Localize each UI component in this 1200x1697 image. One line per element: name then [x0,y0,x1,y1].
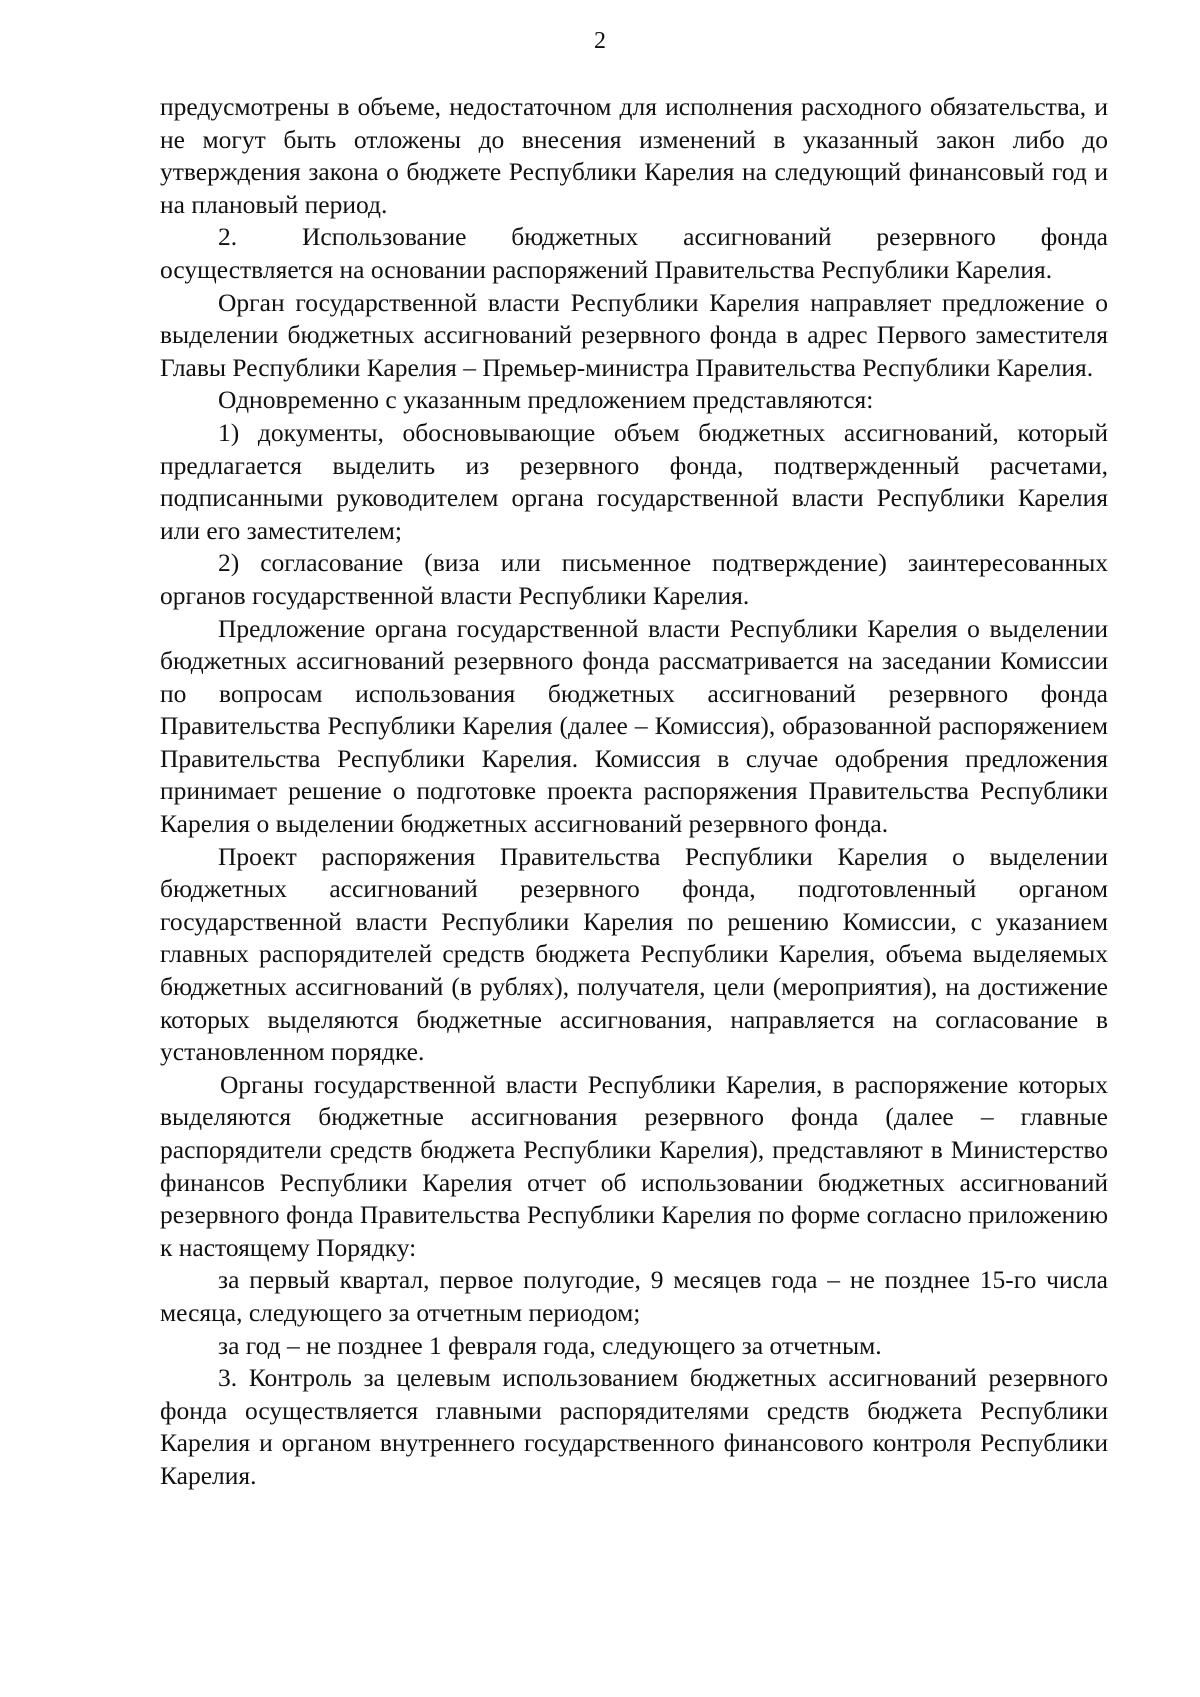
paragraph-report: Органы государственной власти Республики Карелия, в распоряжение которых выделяются бюджетные ассигнования резервного фонда (далее – главные распорядители средств бюджета Республики Карелия), представляют в Министерство финансов Республики Карелия отчет об использовании бюджетных ассигнований резервного фонда Правительства Республики Карелия по форме согласно приложению к настоящему Порядку: [160,1069,1108,1262]
paragraph-item-3: 3. Контроль за целевым использованием бюджетных ассигнований резервного фонда осуществляется главными распорядителями средств бюджета Республики Карелия и органом внутреннего государственного финансового контроля Республики Карелия. [160,1363,1108,1490]
page-number: 2 [594,28,606,54]
paragraph-continuation: предусмотрены в объеме, недостаточном для исполнения расходного обязательства, и не могут быть отложены до внесения изменений в указанный закон либо до утверждения закона о бюджете Республики Карелия на следующий финансовый год и на плановый период. [160,92,1108,219]
paragraph-deadline-quarterly: за первый квартал, первое полугодие, 9 месяцев года – не позднее 15-го числа месяца, следующего за отчетным периодом; [160,1265,1108,1327]
document-body [160,91,1108,1493]
paragraph-deadline-annual: за год – не позднее 1 февраля года, следующего за отчетным. [218,1330,882,1360]
paragraph-draft-order: Проект распоряжения Правительства Республики Карелия о выделении бюджетных ассигнований резервного фонда, подготовленный органом государственной власти Республики Карелия по решению Комиссии, с указанием главных распорядителей средств бюджета Республики Карелия, объема выделяемых бюджетных ассигнований (в рублях), получателя, цели (мероприятия), на достижение которых выделяются бюджетные ассигнования, направляется на согласование в установленном порядке. [160,841,1108,1067]
item-text: Использование бюджетных ассигнований резервного фонда осуществляется на основании распоряжений Правительства Республики Карелия. [160,222,1108,284]
paragraph-documents-intro: Одновременно с указанным предложением представляются: [218,385,874,415]
list-item-2: 2) согласование (виза или письменное подтверждение) заинтересованных органов государственной власти Республики Карелия. [160,548,1108,610]
item-number: 2. [218,222,238,252]
list-item-1: 1) документы, обосновывающие объем бюджетных ассигнований, который предлагается выделить из резервного фонда, подтвержденный расчетами, подписанными руководителем органа государственной власти Республики Карелия или его заместителем; [160,417,1108,545]
paragraph-proposal-sending: Орган государственной власти Республики Карелия направляет предложение о выделении бюджетных ассигнований резервного фонда в адрес Первого заместителя Главы Республики Карелия – Премьер-министра Правительства Республики Карелия. [160,287,1108,382]
paragraph-item-2 [160,221,1108,286]
paragraph-commission: Предложение органа государственной власти Республики Карелия о выделении бюджетных ассигнований резервного фонда рассматривается на заседании Комиссии по вопросам использования бюджетных ассигнований резервного фонда Правительства Республики Карелия (далее – Комиссия), образованной распоряжением Правительства Республики Карелия. Комиссия в случае одобрения предложения принимает решение о подготовке проекта распоряжения Правительства Республики Карелия о выделении бюджетных ассигнований резервного фонда. [160,613,1108,839]
